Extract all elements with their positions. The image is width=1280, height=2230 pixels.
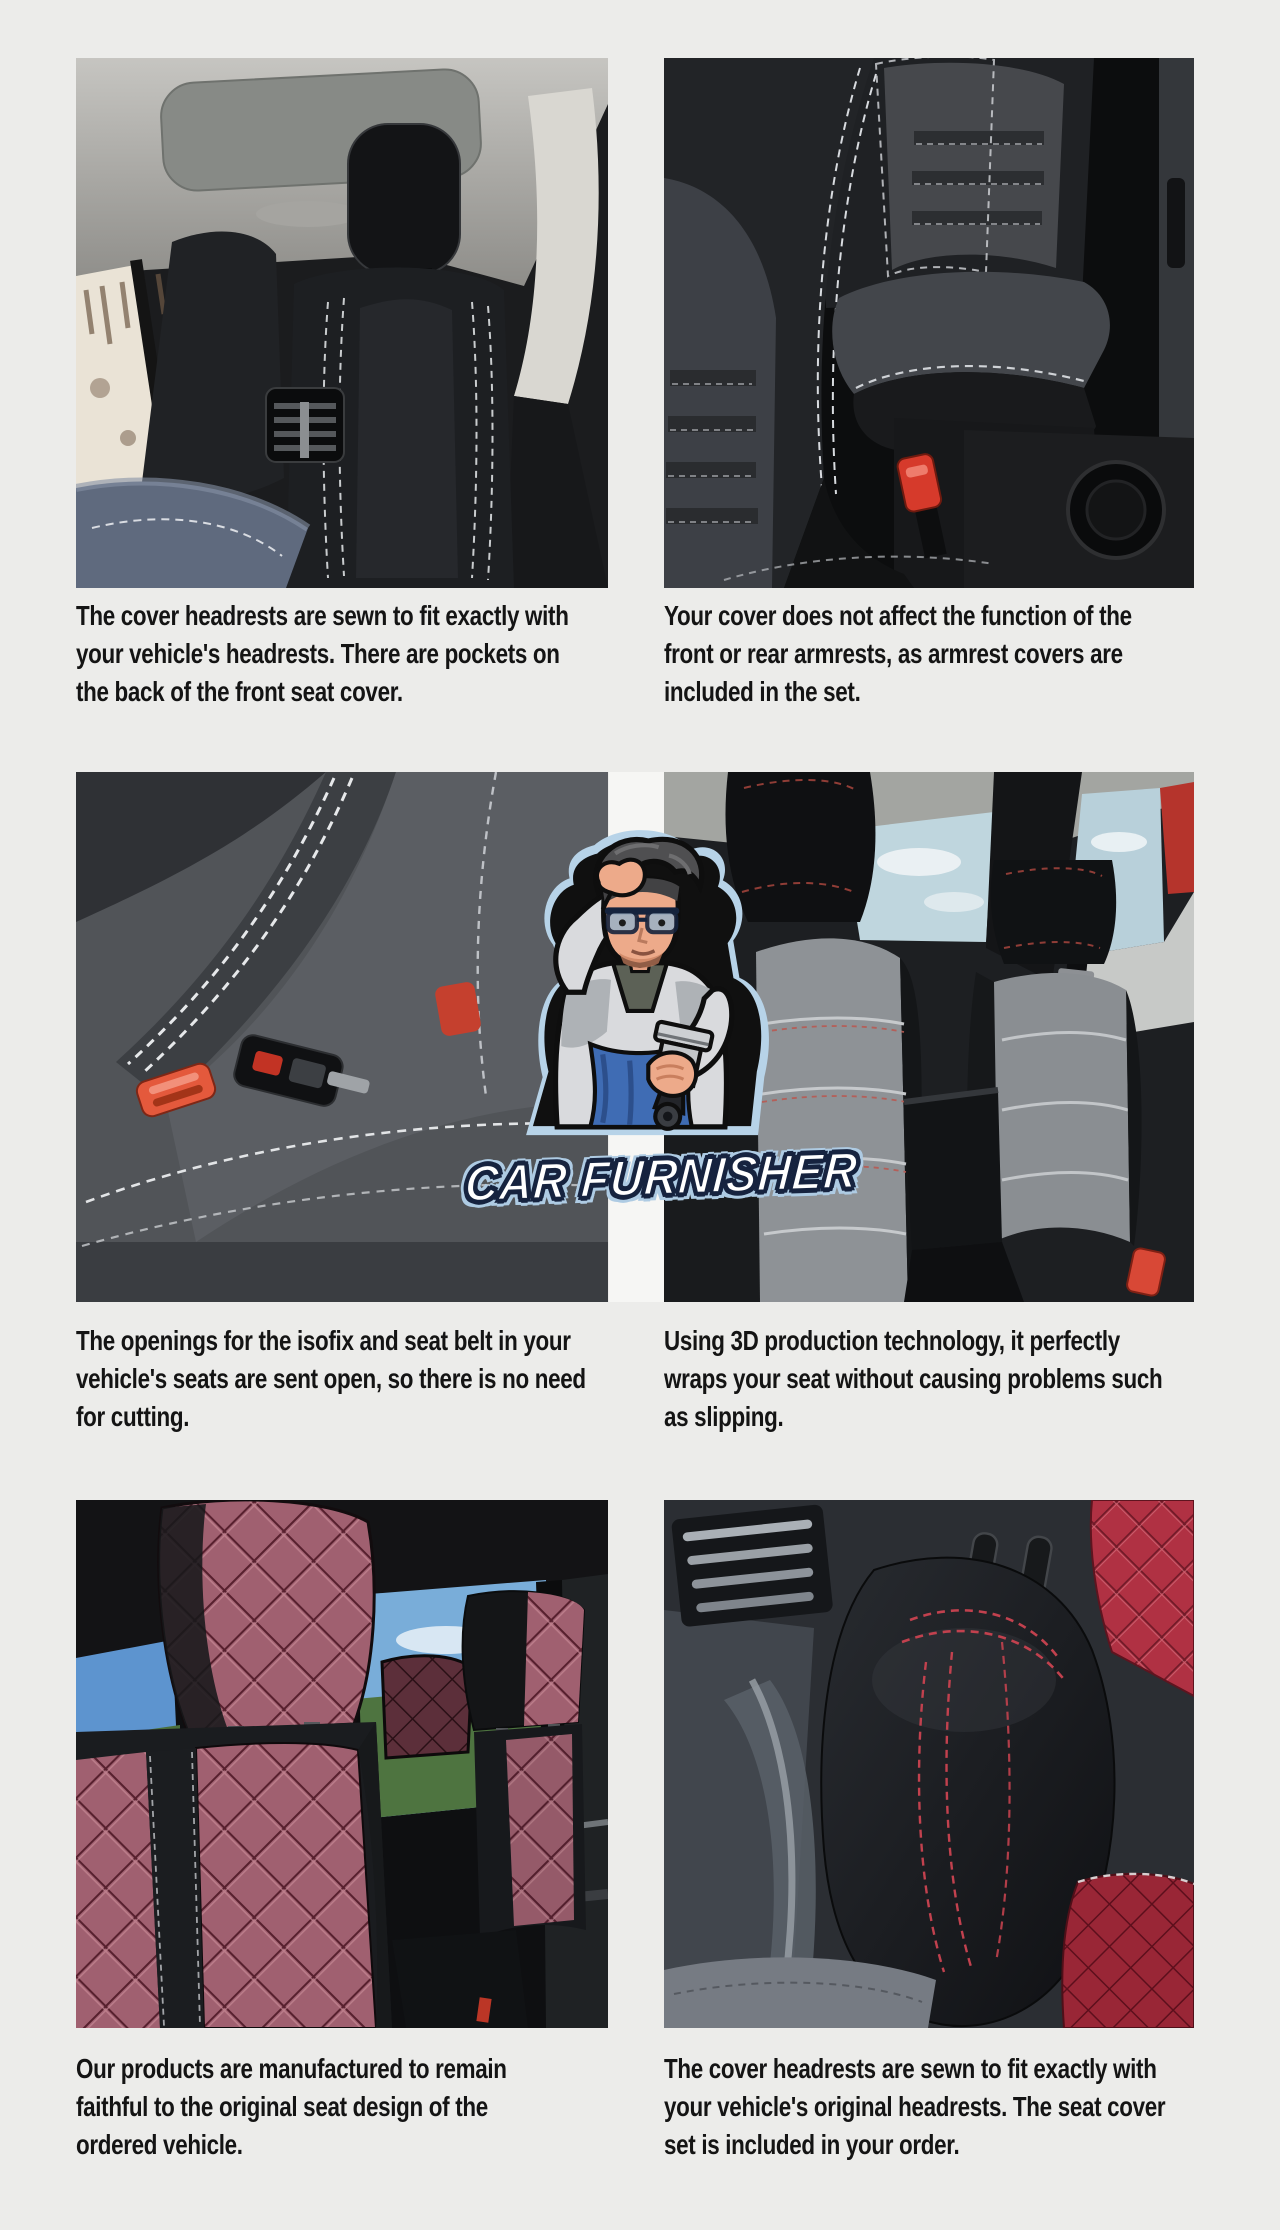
photo-headrest-cover-closeup bbox=[664, 1500, 1194, 2028]
caption-line: The cover headrests are sewn to fit exactly with bbox=[76, 600, 569, 631]
caption-line: your vehicle's original headrests. The seat cover bbox=[664, 2091, 1166, 2122]
caption-line: included in the set. bbox=[664, 676, 861, 707]
caption-isofix-openings bbox=[76, 1322, 713, 1436]
caption-line: Using 3D production technology, it perfectly bbox=[664, 1325, 1120, 1356]
rear-ac-vent bbox=[266, 388, 344, 462]
caption-line: The cover headrests are sewn to fit exactly with bbox=[664, 2053, 1157, 2084]
caption-line: vehicle's seats are sent open, so there is no need bbox=[76, 1363, 586, 1394]
mascot-icon bbox=[495, 824, 785, 1146]
caption-line: as slipping. bbox=[664, 1401, 784, 1432]
brand-text: CAR FURNISHER bbox=[463, 1142, 860, 1212]
caption-armrest-function bbox=[664, 597, 1249, 711]
caption-line: your vehicle's headrests. There are pockets on bbox=[76, 638, 560, 669]
caption-line: ordered vehicle. bbox=[76, 2129, 243, 2160]
caption-original-design bbox=[76, 2050, 614, 2164]
caption-headrest-pockets bbox=[76, 597, 692, 711]
caption-line: The openings for the isofix and seat belt in your bbox=[76, 1325, 571, 1356]
caption-line: faithful to the original seat design of the bbox=[76, 2091, 488, 2122]
car-furnisher-logo bbox=[448, 824, 860, 1254]
caption-line: Our products are manufactured to remain bbox=[76, 2053, 507, 2084]
photo-diamond-quilted-seats bbox=[76, 1500, 608, 2028]
caption-line: wraps your seat without causing problems such bbox=[664, 1363, 1163, 1394]
caption-3d-production bbox=[664, 1322, 1280, 1436]
caption-line: for cutting. bbox=[76, 1401, 190, 1432]
caption-line: the back of the front seat cover. bbox=[76, 676, 403, 707]
caption-line: Your cover does not affect the function of the bbox=[664, 600, 1132, 631]
caption-headrest-set-included bbox=[664, 2050, 1280, 2164]
dashboard-vent bbox=[671, 1504, 833, 1627]
caption-line: front or rear armrests, as armrest covers are bbox=[664, 638, 1123, 669]
photo-rear-seat-headrests bbox=[76, 58, 608, 588]
photo-armrest-console bbox=[664, 58, 1194, 588]
caption-line: set is included in your order. bbox=[664, 2129, 960, 2160]
